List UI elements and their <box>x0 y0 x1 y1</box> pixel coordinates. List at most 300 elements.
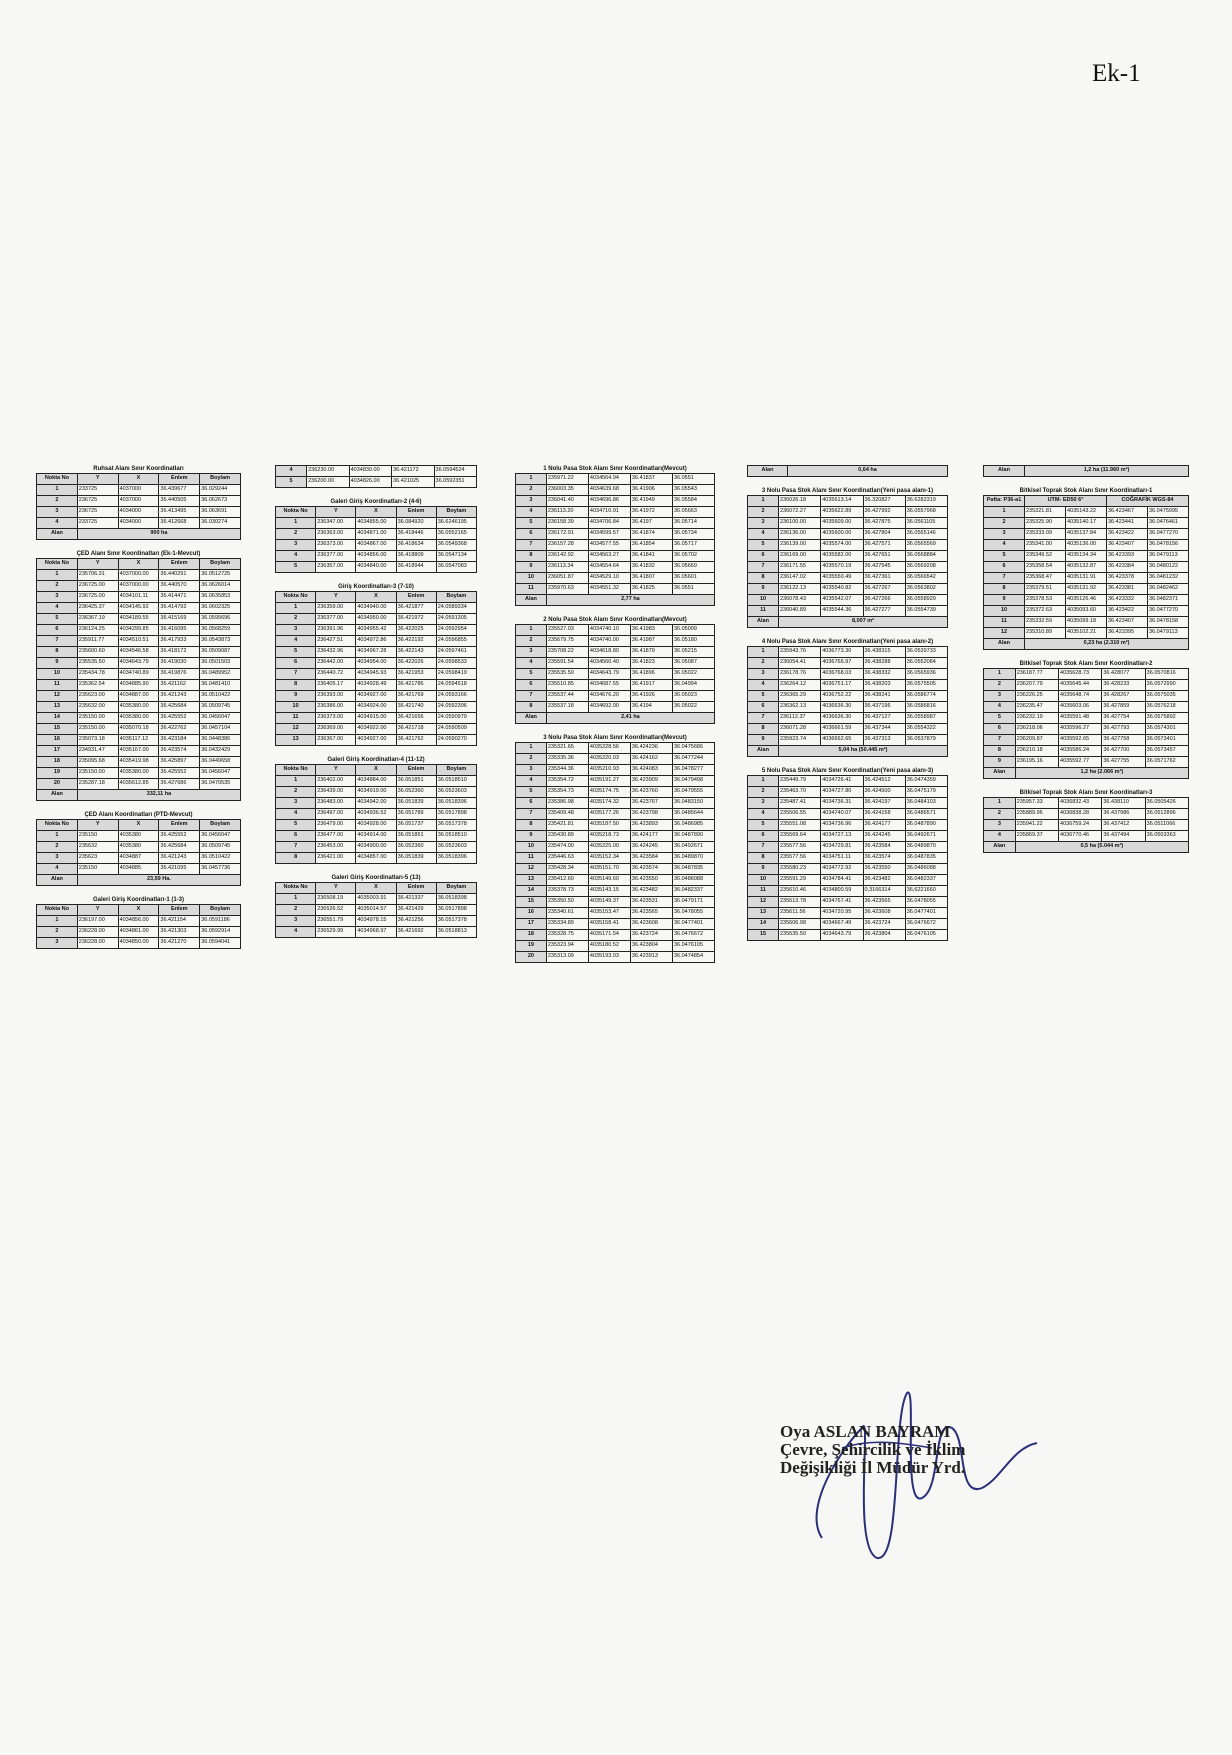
cell-value: 236040.89 <box>779 606 821 617</box>
row-number: 3 <box>748 669 779 680</box>
row-number: 2 <box>516 636 547 647</box>
table-row <box>37 864 241 875</box>
cell-value: 36.05022 <box>672 669 714 680</box>
row-number: 3 <box>37 592 78 603</box>
cell-value: 236440.72 <box>316 669 356 680</box>
table-row <box>984 628 1189 639</box>
table-row <box>984 809 1189 820</box>
row-number: 3 <box>276 625 316 636</box>
cell-value: 36.424083 <box>630 765 672 776</box>
table-row <box>516 647 715 658</box>
cell-value: 36.051851 <box>396 831 436 842</box>
table-grid <box>515 624 715 724</box>
cell-value: 36.423482 <box>630 886 672 897</box>
row-number: 7 <box>516 809 547 820</box>
cell-value: 4035131.91 <box>1066 573 1107 584</box>
table-row <box>984 606 1189 617</box>
cell-value: 4034726.41 <box>821 776 863 787</box>
cell-value: 4034914.00 <box>356 831 396 842</box>
area-row <box>516 595 715 606</box>
column-4 <box>747 465 948 951</box>
cell-value: 36.0523603 <box>436 842 476 853</box>
cell-value: 36.0509745 <box>200 702 241 713</box>
table-grid <box>515 473 715 606</box>
cell-value: 4034857.00 <box>356 853 396 864</box>
row-number: 9 <box>748 735 779 746</box>
cell-value: 236427.51 <box>316 636 356 647</box>
cell-value: 36.0456047 <box>200 713 241 724</box>
cell-value: 236172.91 <box>546 529 588 540</box>
table-row <box>276 466 477 477</box>
row-number: 2 <box>276 614 316 625</box>
cell-value: 36.423531 <box>630 897 672 908</box>
row-number: 3 <box>37 938 78 949</box>
cell-value: 235537.44 <box>546 691 588 702</box>
table-row <box>984 518 1189 529</box>
cell-value: 36.0523603 <box>436 787 476 798</box>
cell-value: 4035149.37 <box>588 897 630 908</box>
cell-value: 233725 <box>77 485 118 496</box>
cell-value: 36.437986 <box>1102 809 1145 820</box>
cell-value: 36.421692 <box>396 927 436 938</box>
cell-value: 236171.55 <box>779 562 821 573</box>
cell-value: 36.421337 <box>396 894 436 905</box>
table-row <box>748 919 948 930</box>
cell-value: 235354.73 <box>546 787 588 798</box>
cell-value: 36.4197 <box>630 518 672 529</box>
table-row <box>984 573 1189 584</box>
cell-value: 4034767.41 <box>821 897 863 908</box>
cell-value: 4034740.10 <box>588 625 630 636</box>
cell-value: 235706.31 <box>77 570 118 581</box>
row-number: 2 <box>276 905 316 916</box>
cell-value: 235332.59 <box>1025 617 1066 628</box>
cell-value: 236124.25 <box>77 625 118 636</box>
signature-scribble <box>782 1388 1042 1568</box>
cell-value: 4034927.00 <box>356 691 396 702</box>
row-number: 3 <box>984 691 1016 702</box>
coordinate-table <box>747 767 948 941</box>
table-row <box>37 916 241 927</box>
cell-value: 4035149.60 <box>588 875 630 886</box>
row-number: 8 <box>984 584 1025 595</box>
cell-value: 235869.37 <box>1015 831 1058 842</box>
table-row <box>748 551 948 562</box>
row-number: 6 <box>37 625 78 636</box>
cell-value: 236003.35 <box>546 485 588 496</box>
table-row <box>984 617 1189 628</box>
cell-value: 36.0518813 <box>436 927 476 938</box>
cell-value: 4034840.00 <box>356 562 396 573</box>
area-value: 8,007 m² <box>779 617 948 628</box>
cell-value: 36.41917 <box>630 680 672 691</box>
area-label: Alan <box>984 639 1025 650</box>
cell-value: 36.421429 <box>396 905 436 916</box>
row-number: 6 <box>748 702 779 713</box>
header-row <box>276 765 477 776</box>
table-row <box>516 820 715 831</box>
cell-value: 236439.00 <box>316 787 356 798</box>
cell-value: 235412.60 <box>546 875 588 886</box>
cell-value: 4034736.96 <box>821 820 863 831</box>
table-row <box>276 905 477 916</box>
cell-value: 4035645.44 <box>1059 680 1102 691</box>
table-row <box>984 507 1189 518</box>
row-number: 6 <box>276 831 316 842</box>
cell-value: 4035225.00 <box>588 842 630 853</box>
cell-value: 36.439677 <box>159 485 200 496</box>
column-header: Nokta No <box>276 765 316 776</box>
table-row <box>516 474 715 485</box>
table-row <box>276 787 477 798</box>
cell-value: 4034145.92 <box>118 603 159 614</box>
cell-value: 36.421786 <box>396 680 436 691</box>
cell-value: 36.419030 <box>159 658 200 669</box>
cell-value: 4035574.00 <box>821 540 863 551</box>
column-header: Enlem <box>159 474 200 485</box>
page-label: Ek-1 <box>1092 60 1141 87</box>
table-row <box>37 842 241 853</box>
coordinate-table <box>275 498 477 573</box>
cell-value: 235970.63 <box>546 584 588 595</box>
cell-value: 36.41972 <box>630 507 672 518</box>
table-row <box>37 570 241 581</box>
cell-value: 4034942.00 <box>356 798 396 809</box>
cell-value: 36.0537879 <box>905 735 947 746</box>
cell-value: 36.0512725 <box>200 570 241 581</box>
cell-value: 36.0539733 <box>905 647 947 658</box>
cell-value: 235310.89 <box>1025 628 1066 639</box>
cell-value: 4034800.59 <box>821 886 863 897</box>
cell-value: 36.0487835 <box>672 864 714 875</box>
cell-value: 36.421270 <box>159 938 200 949</box>
cell-value: 36.05714 <box>672 518 714 529</box>
cell-value: 235611.56 <box>779 908 821 919</box>
cell-value: 4034554.64 <box>588 562 630 573</box>
cell-value: 36.421303 <box>159 927 200 938</box>
cell-value: 4034643.79 <box>588 669 630 680</box>
cell-value: 36.05543 <box>672 485 714 496</box>
table-row <box>37 603 241 614</box>
cell-value: 36.424236 <box>630 743 672 754</box>
table-row <box>748 680 948 691</box>
row-number: 1 <box>276 603 316 614</box>
row-number: 4 <box>516 507 547 518</box>
table-row <box>516 658 715 669</box>
table-row <box>516 886 715 897</box>
cell-value: 235591.29 <box>779 875 821 886</box>
cell-value: 235537.18 <box>546 702 588 713</box>
cell-value: 36.0547083 <box>436 562 476 573</box>
area-label: Alan <box>37 875 78 886</box>
cell-value: 4034928.49 <box>356 680 396 691</box>
cell-value: 36.423441 <box>1107 518 1148 529</box>
cell-value: 36.421972 <box>396 614 436 625</box>
table-title: Galeri Giriş Koordinatları-4 (11-12) <box>327 757 425 763</box>
row-number: 2 <box>37 927 78 938</box>
row-number: 13 <box>276 735 316 746</box>
cell-value: 4034885.90 <box>118 680 159 691</box>
table-row <box>37 691 241 702</box>
cell-value: 236551.79 <box>316 916 356 927</box>
cell-value: 4035131.92 <box>1066 584 1107 595</box>
cell-value: 4036751.17 <box>821 680 863 691</box>
row-number: 12 <box>37 691 78 702</box>
table-title: ÇED Alanı Sınır Koordinatları (Ek-1-Mevcut) <box>76 551 201 557</box>
cell-value: 24.0591305 <box>436 614 476 625</box>
column-header: X <box>118 905 159 916</box>
cell-value: 235150 <box>77 831 118 842</box>
row-number: 13 <box>516 875 547 886</box>
row-number: 6 <box>984 724 1016 735</box>
row-number: 4 <box>516 658 547 669</box>
table-row <box>37 625 241 636</box>
cell-value: 36.41823 <box>630 658 672 669</box>
cell-value: 235535.50 <box>779 930 821 941</box>
cell-value: 4035177.26 <box>588 809 630 820</box>
table-row <box>37 669 241 680</box>
cell-value: 4035380.00 <box>118 702 159 713</box>
row-number: 1 <box>276 518 316 529</box>
cell-value: 36.424177 <box>630 831 672 842</box>
row-number: 4 <box>984 540 1025 551</box>
column-header: Boylam <box>200 559 241 570</box>
row-number: 3 <box>748 518 779 529</box>
cell-value: 36.0565146 <box>905 529 947 540</box>
cell-value: 4034772.92 <box>821 864 863 875</box>
cell-value: 36.423422 <box>1107 606 1148 617</box>
table-row <box>516 842 715 853</box>
cell-value: 236402.00 <box>316 776 356 787</box>
row-number: 20 <box>37 779 78 790</box>
table-row <box>37 735 241 746</box>
table-row <box>516 787 715 798</box>
table-row <box>516 562 715 573</box>
cell-value: 36.425552 <box>159 713 200 724</box>
cell-value: 36.0477244 <box>672 754 714 765</box>
area-row <box>37 875 241 886</box>
cell-value: 235535.50 <box>546 669 588 680</box>
cell-value: 36.421025 <box>392 477 434 488</box>
table-row <box>276 713 477 724</box>
cell-value: 36.0482337 <box>905 875 947 886</box>
column-header: COĞRAFİK WGS-84 <box>1107 496 1189 507</box>
cell-value: 36.423798 <box>630 809 672 820</box>
cell-value: 235577.56 <box>779 853 821 864</box>
cell-value: 236725.00 <box>77 592 118 603</box>
cell-value: 236210.18 <box>1015 746 1058 757</box>
cell-value: 24.0590979 <box>436 713 476 724</box>
row-number: 4 <box>37 603 78 614</box>
coordinate-table <box>515 734 715 963</box>
cell-value: 36.0489870 <box>672 853 714 864</box>
cell-value: 236442.00 <box>316 658 356 669</box>
area-row <box>37 790 241 801</box>
cell-value: 235340.61 <box>546 908 588 919</box>
table-row <box>37 680 241 691</box>
cell-value: 235510.85 <box>546 680 588 691</box>
cell-value: 36.0509745 <box>200 842 241 853</box>
cell-value: 4035171.54 <box>588 930 630 941</box>
column-header: Y <box>316 765 356 776</box>
cell-value: 236453.00 <box>316 842 356 853</box>
area-label: Alan <box>748 746 779 757</box>
cell-value: 36.0482371 <box>1148 595 1189 606</box>
cell-value: 4036636.30 <box>821 713 863 724</box>
signature-name: Oya ASLAN BAYRAM <box>780 1422 951 1441</box>
row-number: 8 <box>276 680 316 691</box>
cell-value: 236367.00 <box>316 735 356 746</box>
cell-value: 36.423760 <box>630 787 672 798</box>
cell-value: 36.424512 <box>863 776 905 787</box>
cell-value: 4035014.57 <box>356 905 396 916</box>
table-row <box>984 798 1189 809</box>
cell-value: 36.427992 <box>863 507 905 518</box>
cell-value: 36.0568884 <box>905 551 947 562</box>
signature-block <box>780 1423 965 1477</box>
cell-value: 4034676.20 <box>588 691 630 702</box>
cell-value: 235150.00 <box>77 724 118 735</box>
cell-value: 235623.00 <box>77 691 118 702</box>
cell-value: 24.0592396 <box>436 702 476 713</box>
header-row <box>37 905 241 916</box>
cell-value: 4034871.00 <box>356 529 396 540</box>
table-row <box>37 592 241 603</box>
row-number: 4 <box>984 831 1016 842</box>
cell-value: 4034830.00 <box>349 466 391 477</box>
row-number: 5 <box>516 518 547 529</box>
row-number: 9 <box>984 757 1016 768</box>
cell-value: 36.051839 <box>396 798 436 809</box>
table-row <box>276 842 477 853</box>
row-number: 2 <box>516 485 547 496</box>
cell-value: 4034696.86 <box>588 496 630 507</box>
row-number: 2 <box>37 581 78 592</box>
cell-value: 36.427758 <box>1102 735 1145 746</box>
column-header: Enlem <box>396 883 436 894</box>
table-row <box>984 562 1189 573</box>
row-number: 1 <box>37 916 78 927</box>
table-row <box>516 625 715 636</box>
row-number: 1 <box>276 776 316 787</box>
cell-value: 36.0478277 <box>672 765 714 776</box>
row-number: 7 <box>748 713 779 724</box>
table-row <box>516 919 715 930</box>
cell-value: 4034551.32 <box>588 584 630 595</box>
row-number: 2 <box>748 507 779 518</box>
table-row <box>984 702 1189 713</box>
cell-value: 36.423381 <box>1107 584 1148 595</box>
table-row <box>37 658 241 669</box>
table-row <box>748 864 948 875</box>
area-row <box>984 768 1189 779</box>
cell-value: 235321.65 <box>546 743 588 754</box>
cell-value: 36.0518510 <box>436 831 476 842</box>
table-row <box>984 595 1189 606</box>
cell-value: 36.0575892 <box>1145 713 1188 724</box>
table-grid <box>983 797 1189 853</box>
cell-value: 236421.00 <box>316 853 356 864</box>
row-number: 2 <box>37 842 78 853</box>
row-number: 7 <box>748 562 779 573</box>
signature-title-1: Çevre, Şehircilik ve İklim <box>780 1440 966 1459</box>
table-row <box>516 952 715 963</box>
cell-value: 36.422192 <box>396 636 436 647</box>
cell-value: 4034687.55 <box>588 680 630 691</box>
cell-value: 36.05663 <box>672 507 714 518</box>
area-row <box>984 639 1189 650</box>
cell-value: 36.0481232 <box>1148 573 1189 584</box>
cell-value: 4035152.34 <box>588 853 630 864</box>
table-row <box>748 724 948 735</box>
row-number: 5 <box>748 540 779 551</box>
cell-value: 4035187.50 <box>588 820 630 831</box>
cell-value: 36.416095 <box>159 625 200 636</box>
cell-value: 36.05009 <box>672 625 714 636</box>
cell-value: 236367.19 <box>77 614 118 625</box>
cell-value: 36.427686 <box>159 779 200 790</box>
row-number: 3 <box>748 798 779 809</box>
cell-value: 236508.19 <box>316 894 356 905</box>
table-row <box>276 724 477 735</box>
cell-value: 36.427651 <box>863 551 905 562</box>
cell-value: 4035613.14 <box>821 496 863 507</box>
coordinate-table <box>36 811 241 886</box>
table-row <box>748 787 948 798</box>
cell-value: 36.427266 <box>863 595 905 606</box>
table-row <box>748 897 948 908</box>
cell-value: 36.427545 <box>863 562 905 573</box>
cell-value: 36.0479498 <box>672 776 714 787</box>
cell-value: 36.418634 <box>396 540 436 551</box>
cell-value: 36.427277 <box>863 606 905 617</box>
row-number: 1 <box>516 625 547 636</box>
area-row <box>748 466 948 477</box>
table-grid <box>36 904 241 949</box>
table-row <box>276 927 477 938</box>
cell-value: 4035592.77 <box>1059 757 1102 768</box>
cell-value: 4035592.65 <box>1059 735 1102 746</box>
cell-value: 235323.94 <box>546 941 588 952</box>
table-row <box>516 485 715 496</box>
cell-value: 4034884.00 <box>356 776 396 787</box>
cell-value: 4035151.70 <box>588 864 630 875</box>
cell-value: 4035603.06 <box>1059 702 1102 713</box>
cell-value: 233725 <box>77 518 118 529</box>
column-header: Y <box>77 474 118 485</box>
area-label: Alan <box>984 842 1016 853</box>
cell-value: 236393.00 <box>316 691 356 702</box>
cell-value: 36.04994 <box>672 680 714 691</box>
area-value: 23,59 Ha. <box>77 875 240 886</box>
cell-value: 36.423384 <box>1107 562 1148 573</box>
table-title: Ruhsat Alanı Sınır Koordinatları <box>93 466 184 472</box>
cell-value: 236226.25 <box>1015 691 1058 702</box>
cell-value: 4035218.73 <box>588 831 630 842</box>
cell-value: 36.427793 <box>1102 724 1145 735</box>
table-row <box>748 562 948 573</box>
cell-value: 4034856.00 <box>356 551 396 562</box>
cell-value: 235287.18 <box>77 779 118 790</box>
table-row <box>748 647 948 658</box>
cell-value: 4037000 <box>118 496 159 507</box>
cell-value: 36.0479113 <box>1148 628 1189 639</box>
row-number: 9 <box>984 595 1025 606</box>
row-number: 4 <box>748 809 779 820</box>
cell-value: 36.423393 <box>1107 551 1148 562</box>
column-header: X <box>356 765 396 776</box>
cell-value: 36.41987 <box>630 636 672 647</box>
